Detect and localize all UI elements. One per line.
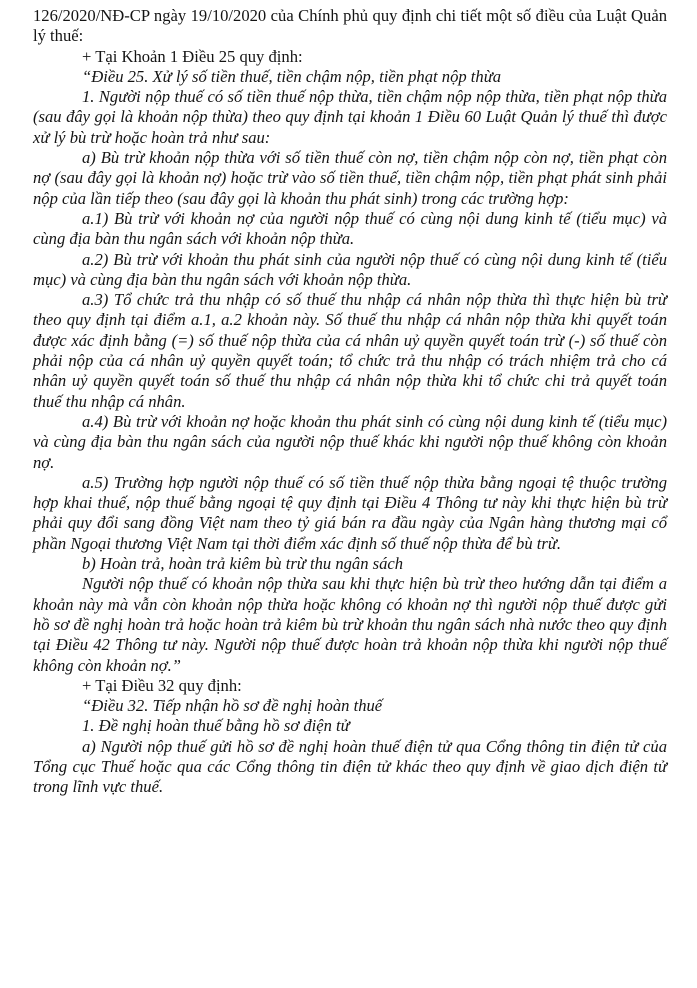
paragraph-point-a4: a.4) Bù trừ với khoản nợ hoặc khoản thu phát sinh có cùng nội dung kinh tế (tiểu mục) và cùng địa bàn thu ngân sách của người nộp thuế khác khi người nộp thuế không còn khoản nợ.: [33, 411, 667, 472]
paragraph-clause-1-article-25-heading: + Tại Khoản 1 Điều 25 quy định:: [82, 46, 303, 66]
paragraph-intro: 126/2020/NĐ-CP ngày 19/10/2020 của Chính phủ quy định chi tiết một số điều của Luật Quản lý thuế:: [33, 6, 667, 46]
paragraph-article-32-point-a: a) Người nộp thuế gửi hồ sơ đề nghị hoàn thuế điện tử qua Cổng thông tin điện tử của Tổng cục Thuế hoặc qua các Cổng thông tin điện tử khác theo quy định về giao dịch điện tử trong lĩnh vực thuế.: [33, 736, 667, 797]
paragraph-point-a5: a.5) Trường hợp người nộp thuế có số tiền thuế nộp thừa bằng ngoại tệ thuộc trường hợp khai thuế, nộp thuế bằng ngoại tệ quy định tại Điều 4 Thông tư này khi thực hiện bù trừ phải quy đổi sang đồng Việt nam theo tỷ giá bán ra đầu ngày của Ngân hàng thương mại cổ phần Ngoại thương Việt Nam tại thời điểm xác định số thuế nộp thừa để bù trừ.: [33, 472, 667, 553]
paragraph-point-b-body: Người nộp thuế có khoản nộp thừa sau khi thực hiện bù trừ theo hướng dẫn tại điểm a khoản này mà vẫn còn khoản nộp thừa hoặc không có khoản nợ thì người nộp thuế được gửi hồ sơ đề nghị hoàn trả hoặc hoàn trả kiêm bù trừ khoản thu ngân sách nhà nước theo quy định tại Điều 42 Thông tư này. Người nộp thuế được hoàn trả khoản nộp thừa khi người nộp thuế không còn khoản nợ.”: [33, 574, 667, 675]
paragraph-point-b: b) Hoàn trả, hoàn trả kiêm bù trừ thu ngân sách: [82, 554, 404, 574]
paragraph-article-32-heading: + Tại Điều 32 quy định:: [82, 675, 242, 695]
paragraph-article-25-clause-1: 1. Người nộp thuế có số tiền thuế nộp thừa, tiền chậm nộp nộp thừa, tiền phạt nộp thừa (sau đây gọi là khoản nộp thừa) theo quy định tại khoản 1 Điều 60 Luật Quản lý thuế thì được xử lý bù trừ hoặc hoàn trả như sau:: [33, 87, 667, 147]
paragraph-point-a1: a.1) Bù trừ với khoản nợ của người nộp thuế có cùng nội dung kinh tế (tiểu mục) và cùng địa bàn thu ngân sách với khoản nộp thừa.: [33, 208, 667, 249]
paragraph-article-25-title: “Điều 25. Xử lý số tiền thuế, tiền chậm nộp, tiền phạt nộp thừa: [82, 66, 502, 86]
paragraph-point-a: a) Bù trừ khoản nộp thừa với số tiền thuế còn nợ, tiền chậm nộp còn nợ, tiền phạt còn nợ (sau đây gọi là khoản nợ) hoặc trừ vào số tiền thuế, tiền chậm nộp, tiền phạt phát sinh phải nộp của lần tiếp theo (sau đây gọi là khoản thu phát sinh) trong các trường hợp:: [33, 148, 667, 208]
paragraph-article-32-title: “Điều 32. Tiếp nhận hồ sơ đề nghị hoàn thuế: [82, 696, 383, 716]
paragraph-point-a2: a.2) Bù trừ với khoản thu phát sinh của người nộp thuế có cùng nội dung kinh tế (tiểu mục) và cùng địa bàn thu ngân sách với khoản nộp thừa.: [33, 249, 667, 289]
paragraph-point-a3: a.3) Tổ chức trả thu nhập có số thuế thu nhập cá nhân nộp thừa thì thực hiện bù trừ theo quy định tại điểm a.1, a.2 khoản này. Số thuế thu nhập cá nhân nộp thừa khi quyết toán được xác định bằng (=) số thuế nộp thừa của cá nhân uỷ quyền quyết toán trừ (-) số thuế còn phải nộp của cá nhân uỷ quyền quyết toán; tổ chức trả thu nhập có trách nhiệm trả cho cá nhân uỷ quyền quyết toán số thuế thu nhập cá nhân nộp thừa khi tổ chức chi trả quyết toán thuế thu nhập cá nhân.: [33, 290, 667, 411]
paragraph-article-32-clause-1: 1. Đề nghị hoàn thuế bằng hồ sơ điện tử: [82, 716, 350, 736]
